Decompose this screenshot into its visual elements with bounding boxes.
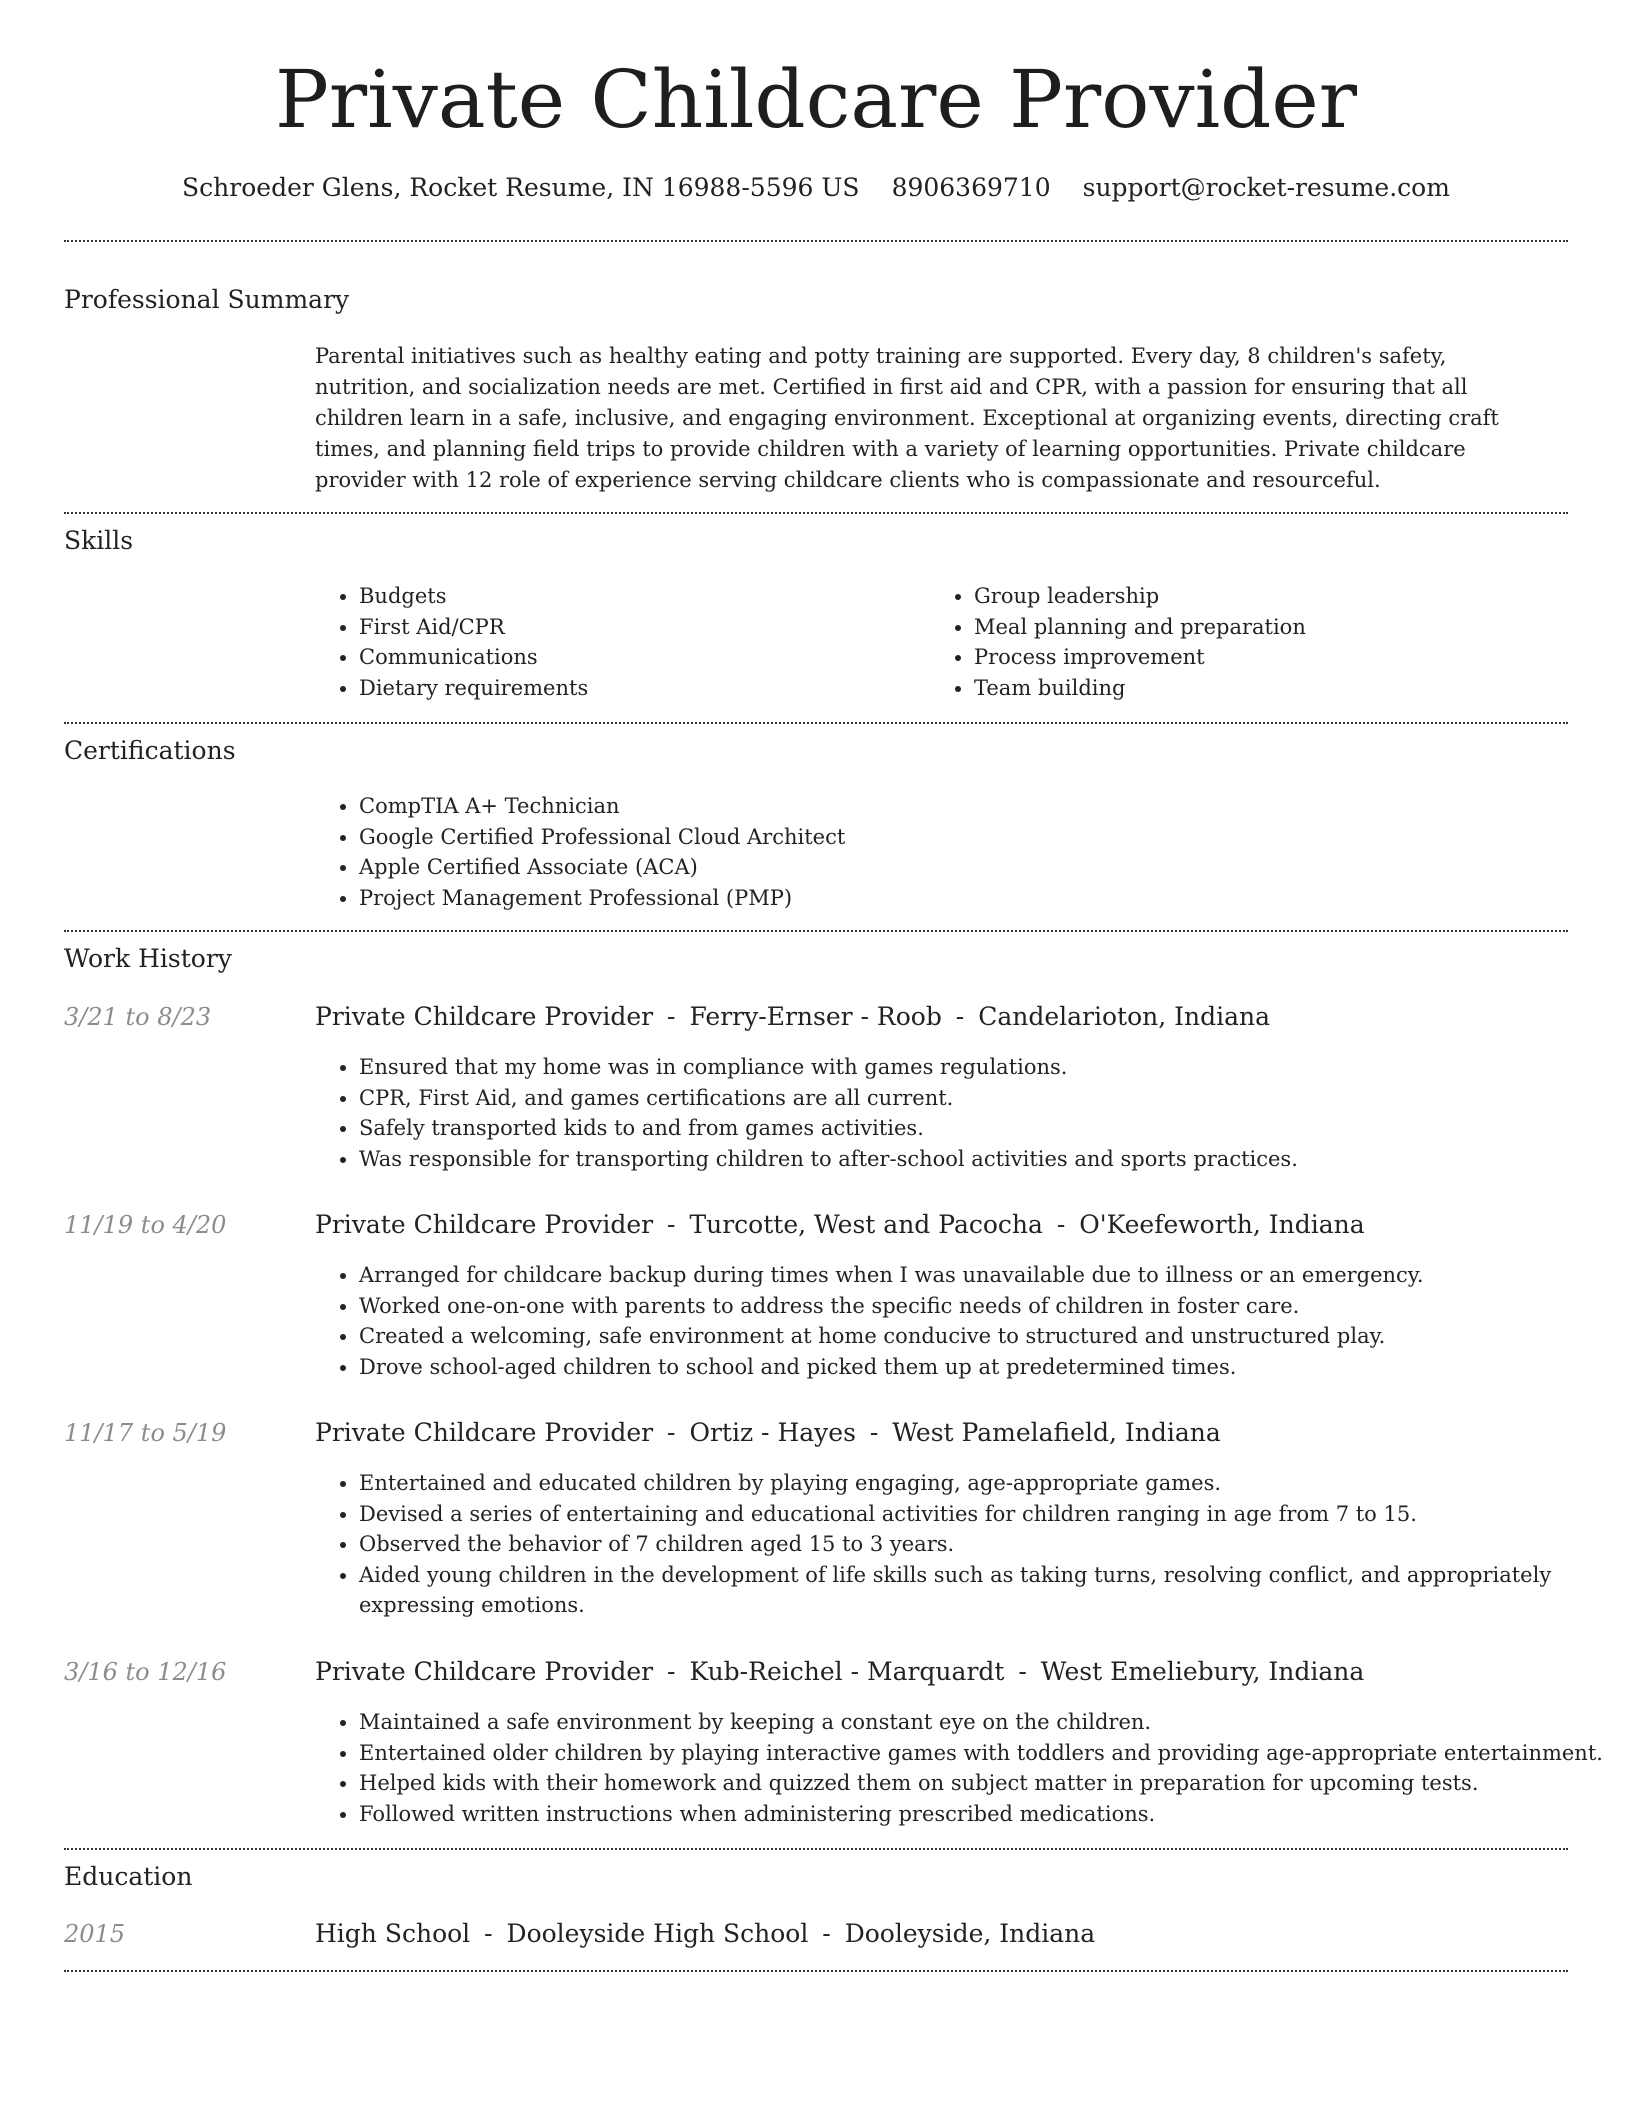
job-company: Kub-Reichel - Marquardt <box>689 1657 1005 1686</box>
job-location: Candelarioton, Indiana <box>978 1002 1271 1031</box>
education-school: Dooleyside High School <box>506 1919 809 1948</box>
job-role: Private Childcare Provider <box>315 1210 654 1239</box>
list-item: • Communications <box>359 642 919 673</box>
work-history-title: Work History <box>64 944 232 973</box>
list-item: • Process improvement <box>974 642 1534 673</box>
contact-line <box>0 170 1632 206</box>
job-role: Private Childcare Provider <box>315 1002 654 1031</box>
job-bullets <box>315 1052 1609 1174</box>
resume-name: Private Childcare Provider <box>275 53 1357 146</box>
list-item: • Entertained and educated children by playing engaging, age-appropriate games. <box>359 1468 1609 1499</box>
list-item: • First Aid/CPR <box>359 612 919 643</box>
divider <box>64 722 1568 724</box>
education-heading: High School - Dooleyside High School - Dooleyside, Indiana <box>315 1919 1096 1948</box>
list-item: • Worked one-on-one with parents to address the specific needs of children in foster care. <box>359 1291 1609 1322</box>
job-bullets <box>315 1707 1609 1829</box>
list-item: • CPR, First Aid, and games certifications are all current. <box>359 1083 1609 1114</box>
certifications-title: Certifications <box>64 736 236 765</box>
list-item: • Helped kids with their homework and quizzed them on subject matter in preparation for upcoming tests. <box>359 1768 1609 1799</box>
job-dates: 11/19 to 4/20 <box>64 1211 227 1239</box>
summary-title: Professional Summary <box>64 285 350 314</box>
list-item: • Devised a series of entertaining and educational activities for children ranging in age from 7 to 15. <box>359 1499 1609 1530</box>
job-heading: Private Childcare Provider - Turcotte, West and Pacocha - O'Keefeworth, Indiana <box>315 1210 1365 1239</box>
job-location: West Emeliebury, Indiana <box>1040 1657 1365 1686</box>
summary-text: Parental initiatives such as healthy eating and potty training are supported. Every day, 8 children's safety, nutrition, and socialization needs are met. Certified in first aid and CPR, with a passion for ensuring that all children learn in a safe, inclusive, and engaging environment. Exceptional at organizing events, directing craft times, and planning field trips to provide children with a variety of learning opportunities. Private childcare provider with 12 role of experience serving childcare clients who is compassionate and resourceful. <box>315 344 1499 492</box>
divider <box>64 512 1568 514</box>
list-item: • Project Management Professional (PMP) <box>359 883 1559 914</box>
job-company: Turcotte, West and Pacocha <box>689 1210 1043 1239</box>
list-item: • Apple Certified Associate (ACA) <box>359 852 1559 883</box>
skills-list-left <box>315 581 919 703</box>
list-item: • Safely transported kids to and from games activities. <box>359 1113 1609 1144</box>
job-bullets <box>315 1468 1609 1621</box>
list-item: • CompTIA A+ Technician <box>359 791 1559 822</box>
list-item: • Ensured that my home was in compliance with games regulations. <box>359 1052 1609 1083</box>
certifications-list <box>315 791 1559 913</box>
list-item: • Observed the behavior of 7 children aged 15 to 3 years. <box>359 1529 1609 1560</box>
list-item: • Entertained older children by playing interactive games with toddlers and providing age-appropriate entertainment. <box>359 1738 1609 1769</box>
skills-title: Skills <box>64 526 134 555</box>
divider <box>64 930 1568 932</box>
job-heading: Private Childcare Provider - Kub-Reichel - Marquardt - West Emeliebury, Indiana <box>315 1657 1365 1686</box>
job-heading: Private Childcare Provider - Ortiz - Hayes - West Pamelafield, Indiana <box>315 1418 1221 1447</box>
job-bullets <box>315 1260 1609 1382</box>
list-item: • Budgets <box>359 581 919 612</box>
education-title: Education <box>64 1862 193 1891</box>
divider <box>64 240 1568 242</box>
job-role: Private Childcare Provider <box>315 1657 654 1686</box>
education-location: Dooleyside, Indiana <box>844 1919 1096 1948</box>
divider <box>64 1848 1568 1850</box>
job-role: Private Childcare Provider <box>315 1418 654 1447</box>
job-dates: 11/17 to 5/19 <box>64 1419 227 1447</box>
list-item: • Dietary requirements <box>359 673 919 704</box>
education-year: 2015 <box>64 1920 126 1948</box>
job-dates: 3/16 to 12/16 <box>64 1658 227 1686</box>
job-location: O'Keefeworth, Indiana <box>1079 1210 1365 1239</box>
list-item: • Aided young children in the development of life skills such as taking turns, resolving conflict, and appropriately expressing emotions. <box>359 1560 1609 1621</box>
list-item: • Group leadership <box>974 581 1534 612</box>
list-item: • Drove school-aged children to school and picked them up at predetermined times. <box>359 1352 1609 1383</box>
list-item: • Maintained a safe environment by keeping a constant eye on the children. <box>359 1707 1609 1738</box>
contact-address: Schroeder Glens, Rocket Resume, IN 16988-5596 US <box>182 173 860 202</box>
job-location: West Pamelafield, Indiana <box>892 1418 1221 1447</box>
divider <box>64 1970 1568 1972</box>
job-company: Ferry-Ernser - Roob <box>689 1002 942 1031</box>
job-heading: Private Childcare Provider - Ferry-Ernser - Roob - Candelarioton, Indiana <box>315 1002 1271 1031</box>
job-company: Ortiz - Hayes <box>689 1418 856 1447</box>
list-item: • Team building <box>974 673 1534 704</box>
contact-email[interactable]: support@rocket-resume.com <box>1082 173 1450 202</box>
skills-list-right <box>930 581 1534 703</box>
list-item: • Meal planning and preparation <box>974 612 1534 643</box>
list-item: • Created a welcoming, safe environment at home conducive to structured and unstructured play. <box>359 1321 1609 1352</box>
list-item: • Was responsible for transporting children to after-school activities and sports practices. <box>359 1144 1609 1175</box>
contact-phone: 8906369710 <box>891 173 1051 202</box>
list-item: • Arranged for childcare backup during times when I was unavailable due to illness or an emergency. <box>359 1260 1609 1291</box>
list-item: • Followed written instructions when administering prescribed medications. <box>359 1799 1609 1830</box>
education-degree: High School <box>315 1919 471 1948</box>
job-dates: 3/21 to 8/23 <box>64 1003 212 1031</box>
list-item: • Google Certified Professional Cloud Architect <box>359 822 1559 853</box>
